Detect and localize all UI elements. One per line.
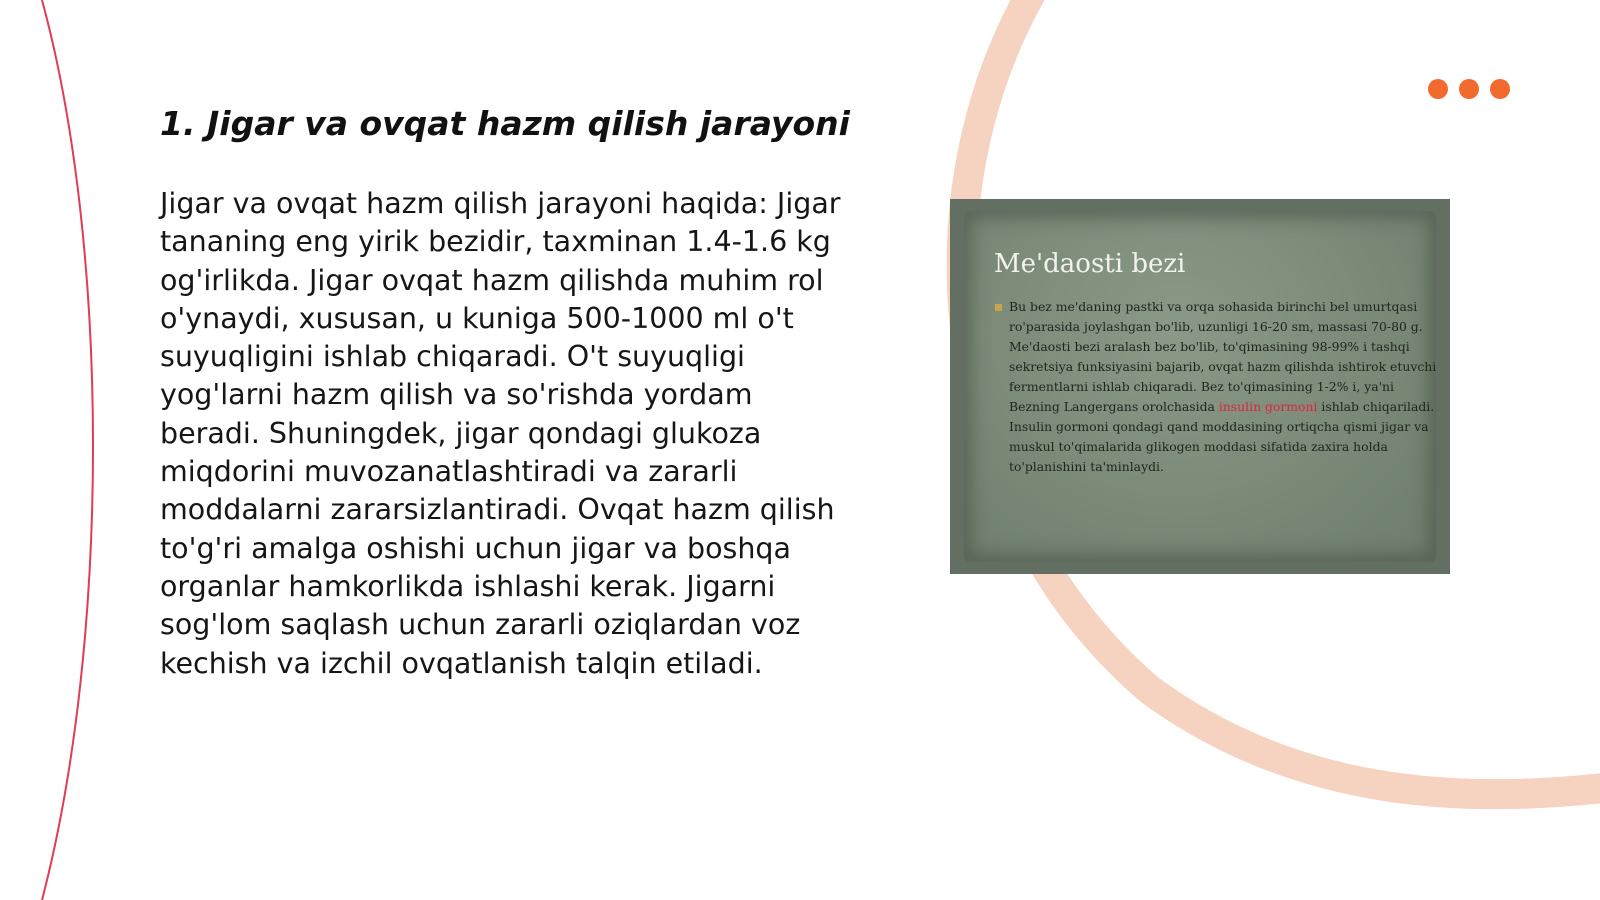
dot-icon [1490, 79, 1510, 99]
slide-board [964, 211, 1436, 562]
menu-dots [1428, 79, 1510, 99]
left-red-curve [42, 0, 93, 900]
dot-icon [1428, 79, 1448, 99]
page-title: 1. Jigar va ovqat hazm qilish jarayoni [160, 104, 850, 143]
body-paragraph: Jigar va ovqat hazm qilish jarayoni haqida: Jigar tananing eng yirik bezidir, taxminan 1.4-1.6 kg og'irlikda. Jigar ovqat hazm qilishda muhim rol o'ynaydi, xususan, u kuniga 500-1000 ml o't suyuqligini ishlab chiqaradi. O't suyuqligi yog'larni hazm qilish va so'rishda yordam beradi. Shuningdek, jigar qondagi glukoza miqdorini muvozanatlashtiradi va zararli moddalarni zararsizlantiradi. Ovqat hazm qilish to'g'ri amalga oshishi uchun jigar va boshqa organlar hamkorlikda ishlashi kerak. Jigarni sog'lom saqlash uchun zararli oziqlardan voz kechish va izchil ovqatlanish talqin etiladi. [160, 187, 841, 680]
bullet-icon [995, 304, 1002, 311]
slide-heading: Me'daosti bezi [994, 249, 1186, 279]
slide-text-part: Bu bez me'daning pastki va orqa sohasida birinchi bel umurtqasi ro'parasida joylashgan bo'lib, uzunligi 16-20 sm, massasi 70-80 g. Me'daosti bezi aralash bez bo'lib, to'qimasining 98-99% i tashqi sekretsiya funksiyasini bajarib, ovqat hazm qilishda ishtirok etuvchi fermentlarni ishlab chiqaradi. Bez to'qimasining 1-2% i, ya'ni Bezning Langergans orolchasida [1009, 299, 1437, 414]
slide-photo [950, 199, 1450, 574]
dot-icon [1459, 79, 1479, 99]
highlight-term: insulin gormoni [1218, 399, 1318, 414]
slide-text-part: ishlab chiqariladi. Insulin gormoni qondagi qand moddasining ortiqcha qismi jigar va muskul to'qimalarida glikogen moddasi sifatida zaxira holda to'planishini ta'minlaydi. [1009, 399, 1435, 474]
slide-paragraph [1009, 297, 1439, 477]
